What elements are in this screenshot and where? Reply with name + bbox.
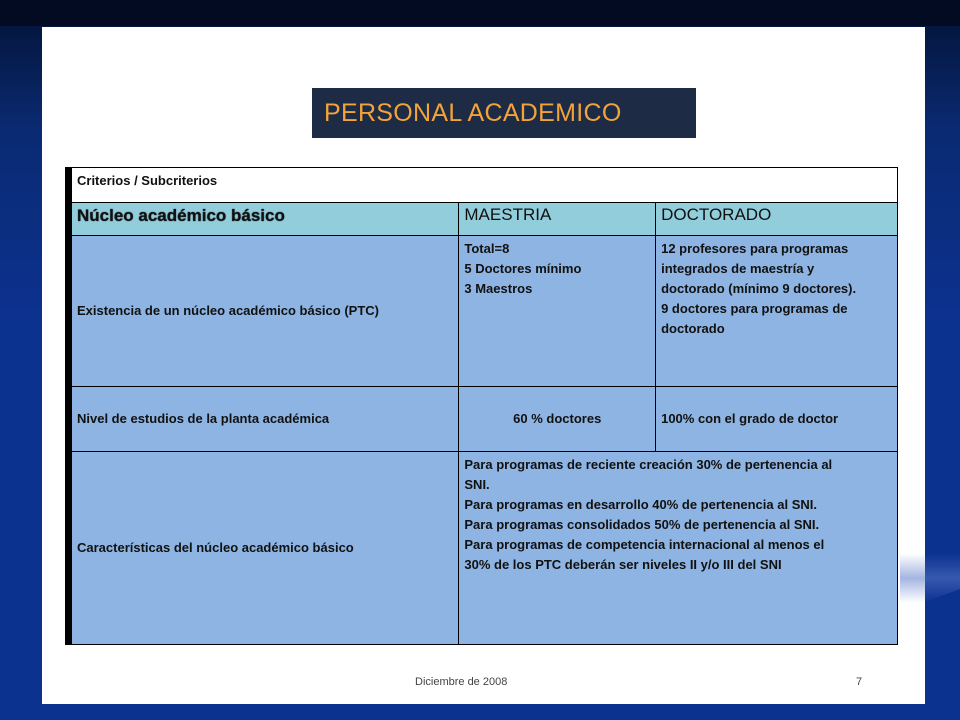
cell-line: Para programas consolidados 50% de pertenencia al SNI. (464, 517, 820, 532)
slide-title: PERSONAL ACADEMICO (312, 88, 696, 138)
cell-line: Total=8 (464, 241, 510, 256)
cell-line: 9 doctores para programas de (661, 301, 848, 316)
cell-line: Para programas de reciente creación 30% de pertenencia al (464, 457, 833, 472)
cell-line: 30% de los PTC deberán ser niveles II y/o III del SNI (464, 557, 782, 572)
cell-line: doctorado (mínimo 9 doctores). (661, 281, 857, 296)
cell-line: 12 profesores para programas (661, 241, 849, 256)
criteria-table (65, 167, 898, 645)
criterion-cell: Nivel de estudios de la planta académica (69, 387, 459, 452)
cell-line: 5 Doctores mínimo (464, 261, 582, 276)
top-bar (0, 0, 960, 26)
table-header: Criterios / Subcriterios (69, 168, 898, 203)
criterion-cell: Existencia de un núcleo académico básico (PTC) (69, 236, 459, 387)
cell-line: doctorado (661, 321, 725, 336)
page-number: 7 (856, 676, 863, 688)
cell-line: 3 Maestros (464, 281, 533, 296)
doctorado-cell: 100% con el grado de doctor (656, 387, 898, 452)
table-row (69, 452, 898, 645)
cell-line: integrados de maestría y (661, 261, 815, 276)
doctorado-cell (656, 236, 898, 387)
subheader-row (69, 203, 898, 236)
maestria-cell: 60 % doctores (459, 387, 656, 452)
criterion-cell: Características del núcleo académico básico (69, 452, 459, 645)
table-header-row (69, 168, 898, 203)
merged-cell (459, 452, 898, 645)
footer-date: Diciembre de 2008 (415, 676, 508, 688)
table-row (69, 387, 898, 452)
table-row (69, 236, 898, 387)
cell-line: SNI. (464, 477, 490, 492)
column-maestria: MAESTRIA (459, 203, 656, 236)
subheader-label: Núcleo académico básico (69, 203, 459, 236)
cell-line: Para programas de competencia internacional al menos el (464, 537, 825, 552)
maestria-cell (459, 236, 656, 387)
column-doctorado: DOCTORADO (656, 203, 898, 236)
cell-line: Para programas en desarrollo 40% de pertenencia al SNI. (464, 497, 817, 512)
